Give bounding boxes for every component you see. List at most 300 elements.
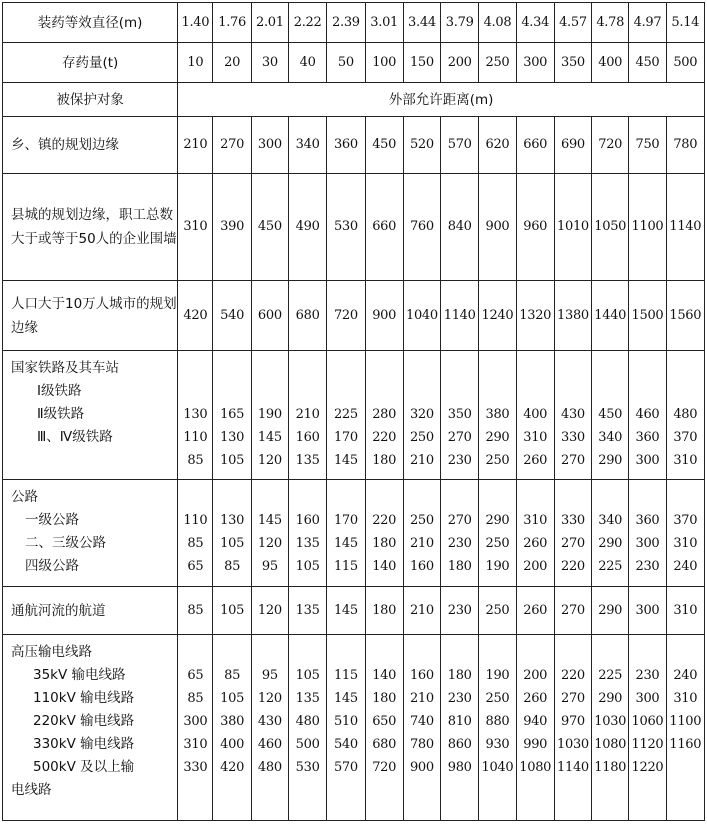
distance-value: 310 <box>673 691 698 706</box>
distance-value: 650 <box>372 714 397 729</box>
distance-value: 120 <box>257 691 282 706</box>
charge-cell: 350 <box>554 43 591 83</box>
distance-cell: 450 <box>251 174 288 281</box>
power-label-cell <box>3 635 178 821</box>
distance-value: 85 <box>187 453 204 468</box>
distance-value: 290 <box>485 430 510 445</box>
distance-value: 220 <box>560 668 585 683</box>
distance-value: 250 <box>485 453 510 468</box>
distance-value: 810 <box>447 714 472 729</box>
distance-value: 145 <box>333 453 358 468</box>
table-row <box>3 43 705 83</box>
distance-value: 310 <box>523 513 548 528</box>
distance-cell <box>365 351 403 480</box>
distance-value: 310 <box>673 536 698 551</box>
charge-cell: 30 <box>251 43 288 83</box>
distance-cell <box>365 480 403 587</box>
distance-cell: 310 <box>666 587 704 635</box>
distance-cell: 900 <box>479 174 516 281</box>
distance-cell: 680 <box>289 281 327 351</box>
distance-value: 210 <box>409 453 434 468</box>
diameter-cell: 3.44 <box>403 3 440 43</box>
distance-cell <box>441 635 479 821</box>
charge-cell: 300 <box>516 43 554 83</box>
diameter-cell: 4.97 <box>629 3 666 43</box>
distance-value: 430 <box>257 714 282 729</box>
distance-cell <box>479 351 516 480</box>
distance-value: 420 <box>220 760 245 775</box>
distance-value: 145 <box>257 430 282 445</box>
distance-value: 930 <box>485 737 510 752</box>
distance-value: 130 <box>220 513 245 528</box>
distance-cell <box>666 635 704 821</box>
distance-value: 460 <box>257 737 282 752</box>
distance-cell <box>592 480 629 587</box>
distance-cell <box>554 635 591 821</box>
distance-cell <box>178 480 213 587</box>
distance-cell <box>327 635 365 821</box>
distance-value: 330 <box>560 513 585 528</box>
distance-value: 260 <box>523 691 548 706</box>
distance-value: 260 <box>523 453 548 468</box>
table-row <box>3 174 705 281</box>
distance-value: 65 <box>187 668 204 683</box>
distance-value: 120 <box>257 453 282 468</box>
distance-value: 380 <box>485 407 510 422</box>
table-row <box>3 587 705 635</box>
distance-value: 1180 <box>594 760 627 775</box>
railway-title: 国家铁路及其车站 <box>11 360 119 376</box>
highway-label-cell <box>3 480 178 587</box>
charge-cell: 150 <box>403 43 440 83</box>
distance-value: 85 <box>187 536 204 551</box>
distance-cell: 390 <box>213 174 251 281</box>
distance-cell: 1140 <box>666 174 704 281</box>
distance-value: 145 <box>333 691 358 706</box>
distance-value: 170 <box>333 513 358 528</box>
distance-value: 250 <box>485 691 510 706</box>
distance-cell: 660 <box>516 117 554 174</box>
distance-value: 250 <box>485 536 510 551</box>
diameter-cell: 1.40 <box>178 3 213 43</box>
distance-value: 180 <box>447 559 472 574</box>
distance-value: 1080 <box>519 760 552 775</box>
distance-value: 105 <box>220 691 245 706</box>
distance-value: 140 <box>372 559 397 574</box>
power-item-label: 35kV 输电线路 <box>33 667 126 683</box>
distance-cell: 960 <box>516 174 554 281</box>
distance-value: 290 <box>598 453 623 468</box>
distance-cell: 270 <box>213 117 251 174</box>
distance-cell: 1140 <box>441 281 479 351</box>
distance-value: 530 <box>295 760 320 775</box>
distance-cell: 840 <box>441 174 479 281</box>
distance-value: 300 <box>183 714 208 729</box>
distance-cell <box>251 635 288 821</box>
distance-value: 230 <box>447 536 472 551</box>
distance-cell <box>178 635 213 821</box>
table-row <box>3 83 705 117</box>
distance-value: 160 <box>295 513 320 528</box>
distance-cell: 1240 <box>479 281 516 351</box>
distance-value: 720 <box>372 760 397 775</box>
distance-value: 460 <box>635 407 660 422</box>
explosive-distance-table <box>2 2 705 821</box>
distance-value: 115 <box>333 559 358 574</box>
distance-value: 170 <box>333 430 358 445</box>
distance-value: 220 <box>560 559 585 574</box>
distance-value: 1220 <box>631 760 664 775</box>
distance-cell <box>289 351 327 480</box>
table-row <box>3 351 705 480</box>
table-row <box>3 3 705 43</box>
distance-cell: 1010 <box>554 174 591 281</box>
distance-value: 180 <box>372 536 397 551</box>
distance-cell: 1500 <box>629 281 666 351</box>
diameter-cell: 1.76 <box>213 3 251 43</box>
distance-cell: 120 <box>251 587 288 635</box>
distance-value: 370 <box>673 430 698 445</box>
charge-cell: 250 <box>479 43 516 83</box>
distance-value: 300 <box>635 691 660 706</box>
distance-value: 220 <box>372 513 397 528</box>
distance-cell <box>289 635 327 821</box>
distance-value: 380 <box>220 714 245 729</box>
distance-cell: 1320 <box>516 281 554 351</box>
distance-cell: 1100 <box>629 174 666 281</box>
distance-value: 190 <box>485 668 510 683</box>
highway-item-label: 二、三级公路 <box>25 535 106 551</box>
distance-value: 180 <box>372 453 397 468</box>
distance-value: 480 <box>257 760 282 775</box>
distance-cell: 135 <box>289 587 327 635</box>
highway-item-label: 一级公路 <box>25 512 79 528</box>
distance-value: 270 <box>560 536 585 551</box>
distance-cell: 310 <box>178 174 213 281</box>
distance-value: 140 <box>372 668 397 683</box>
distance-value: 180 <box>447 668 472 683</box>
distance-value: 400 <box>523 407 548 422</box>
diameter-cell: 5.14 <box>666 3 704 43</box>
distance-value: 280 <box>372 407 397 422</box>
power-item-label: 220kV 输电线路 <box>33 713 135 729</box>
distance-value: 1120 <box>631 737 664 752</box>
distance-value: 300 <box>635 536 660 551</box>
distance-value: 85 <box>187 691 204 706</box>
distance-cell: 1380 <box>554 281 591 351</box>
distance-value: 1030 <box>594 714 627 729</box>
distance-value: 240 <box>673 559 698 574</box>
distance-value: 190 <box>485 559 510 574</box>
distance-value: 210 <box>409 691 434 706</box>
distance-value: 540 <box>333 737 358 752</box>
distance-cell: 260 <box>516 587 554 635</box>
distance-value: 270 <box>447 513 472 528</box>
distance-value: 290 <box>598 691 623 706</box>
distance-cell: 290 <box>592 587 629 635</box>
distance-cell: 360 <box>327 117 365 174</box>
charge-cell: 400 <box>592 43 629 83</box>
distance-cell <box>554 480 591 587</box>
distance-value: 860 <box>447 737 472 752</box>
power-item-label: 110kV 输电线路 <box>33 690 135 706</box>
distance-value: 480 <box>673 407 698 422</box>
distance-cell <box>554 351 591 480</box>
distance-cell <box>592 635 629 821</box>
distance-value: 165 <box>220 407 245 422</box>
diameter-cell: 3.79 <box>441 3 479 43</box>
distance-cell <box>629 351 666 480</box>
distance-cell <box>403 480 440 587</box>
distance-value: 120 <box>257 536 282 551</box>
distance-cell <box>629 480 666 587</box>
distance-value: 230 <box>447 453 472 468</box>
distance-value: 135 <box>295 536 320 551</box>
distance-value: 260 <box>523 536 548 551</box>
railway-item-label: Ⅱ级铁路 <box>37 406 85 422</box>
distance-value: 740 <box>409 714 434 729</box>
power-tail: 电线路 <box>11 782 52 798</box>
distance-value: 970 <box>560 714 585 729</box>
distance-cell: 1560 <box>666 281 704 351</box>
distance-value: 1040 <box>481 760 514 775</box>
power-item-label: 500kV 及以上输 <box>33 759 135 775</box>
distance-value: 780 <box>409 737 434 752</box>
highway-title: 公路 <box>11 489 38 505</box>
distance-cell <box>251 351 288 480</box>
highway-item-label: 四级公路 <box>25 558 79 574</box>
distance-cell <box>327 480 365 587</box>
distance-value: 95 <box>261 559 278 574</box>
distance-value: 85 <box>224 559 241 574</box>
distance-value: 1160 <box>669 737 702 752</box>
distance-value: 1140 <box>557 760 589 775</box>
distance-cell <box>365 635 403 821</box>
distance-value: 340 <box>598 513 623 528</box>
distance-value: 400 <box>220 737 245 752</box>
distance-value: 190 <box>257 407 282 422</box>
distance-value: 130 <box>220 430 245 445</box>
distance-cell: 570 <box>441 117 479 174</box>
distance-value: 360 <box>635 430 660 445</box>
distance-cell: 1040 <box>403 281 440 351</box>
distance-cell: 230 <box>441 587 479 635</box>
table-row <box>3 281 705 351</box>
distance-value: 210 <box>295 407 320 422</box>
distance-cell: 520 <box>403 117 440 174</box>
distance-cell <box>479 635 516 821</box>
distance-value: 300 <box>635 453 660 468</box>
distance-value: 230 <box>447 691 472 706</box>
distance-cell: 270 <box>554 587 591 635</box>
distance-cell: 300 <box>251 117 288 174</box>
distance-value: 900 <box>409 760 434 775</box>
distance-value: 250 <box>409 430 434 445</box>
power-item-label: 330kV 输电线路 <box>33 736 135 752</box>
distance-cell: 250 <box>479 587 516 635</box>
distance-value: 110 <box>183 430 208 445</box>
distance-value: 225 <box>598 559 623 574</box>
distance-cell: 750 <box>629 117 666 174</box>
distance-cell <box>289 480 327 587</box>
distance-cell: 490 <box>289 174 327 281</box>
distance-value: 880 <box>485 714 510 729</box>
distance-value: 680 <box>372 737 397 752</box>
distance-cell: 660 <box>365 174 403 281</box>
distance-value: 990 <box>523 737 548 752</box>
charge-cell: 20 <box>213 43 251 83</box>
distance-cell: 780 <box>666 117 704 174</box>
distance-value: 320 <box>409 407 434 422</box>
distance-cell: 600 <box>251 281 288 351</box>
distance-cell <box>327 351 365 480</box>
distance-value: 105 <box>295 668 320 683</box>
distance-value: 480 <box>295 714 320 729</box>
distance-cell: 210 <box>178 117 213 174</box>
distance-cell <box>403 635 440 821</box>
distance-cell <box>592 351 629 480</box>
distance-value: 105 <box>220 536 245 551</box>
distance-cell: 145 <box>327 587 365 635</box>
distance-cell <box>251 480 288 587</box>
distance-value: 330 <box>183 760 208 775</box>
distance-value: 940 <box>523 714 548 729</box>
distance-cell <box>441 480 479 587</box>
charge-cell: 100 <box>365 43 403 83</box>
distance-cell: 300 <box>629 587 666 635</box>
distance-value: 160 <box>295 430 320 445</box>
distance-value: 110 <box>183 513 208 528</box>
distance-value: 65 <box>187 559 204 574</box>
distance-cell <box>213 635 251 821</box>
distance-value: 350 <box>447 407 472 422</box>
distance-cell: 760 <box>403 174 440 281</box>
distance-value: 145 <box>333 536 358 551</box>
distance-value: 145 <box>257 513 282 528</box>
distance-value: 200 <box>523 668 548 683</box>
distance-cell: 1440 <box>592 281 629 351</box>
table-row <box>3 480 705 587</box>
object-label: 被保护对象 <box>3 83 178 117</box>
distance-cell <box>479 480 516 587</box>
distance-cell: 540 <box>213 281 251 351</box>
distance-cell: 620 <box>479 117 516 174</box>
distance-value: 250 <box>409 513 434 528</box>
diameter-cell: 3.01 <box>365 3 403 43</box>
distance-value: 160 <box>409 668 434 683</box>
distance-value: 135 <box>295 453 320 468</box>
object-label-cell: 乡、镇的规划边缘 <box>3 117 178 174</box>
railway-label-cell <box>3 351 178 480</box>
distance-value: 1100 <box>669 714 702 729</box>
distance-value: 210 <box>409 536 434 551</box>
distance-value: 270 <box>447 430 472 445</box>
distance-value: 180 <box>372 691 397 706</box>
diameter-label: 装药等效直径(m) <box>3 3 178 43</box>
distance-value: 510 <box>333 714 358 729</box>
distance-value: 130 <box>183 407 208 422</box>
distance-cell: 690 <box>554 117 591 174</box>
distance-value: 220 <box>372 430 397 445</box>
diameter-cell: 2.22 <box>289 3 327 43</box>
distance-value: 160 <box>409 559 434 574</box>
distance-value: 570 <box>333 760 358 775</box>
distance-value: 270 <box>560 453 585 468</box>
charge-cell: 200 <box>441 43 479 83</box>
distance-cell: 420 <box>178 281 213 351</box>
distance-cell: 85 <box>178 587 213 635</box>
distance-value: 270 <box>560 691 585 706</box>
distance-value: 290 <box>485 513 510 528</box>
distance-cell <box>213 351 251 480</box>
distance-value: 310 <box>523 430 548 445</box>
distance-value: 310 <box>183 737 208 752</box>
charge-cell: 10 <box>178 43 213 83</box>
distance-cell <box>178 351 213 480</box>
distance-cell: 340 <box>289 117 327 174</box>
object-label-cell: 县城的规划边缘，职工总数大于或等于50人的企业围墙 <box>3 174 178 281</box>
table-row <box>3 635 705 821</box>
distance-cell <box>516 635 554 821</box>
distance-value: 135 <box>295 691 320 706</box>
distance-value: 340 <box>598 430 623 445</box>
distance-cell <box>516 480 554 587</box>
distance-cell: 530 <box>327 174 365 281</box>
distance-cell: 720 <box>327 281 365 351</box>
distance-value: 85 <box>224 668 241 683</box>
distance-value: 95 <box>261 668 278 683</box>
distance-value: 450 <box>598 407 623 422</box>
table-row <box>3 117 705 174</box>
charge-label: 存药量(t) <box>3 43 178 83</box>
distance-cell: 900 <box>365 281 403 351</box>
distance-value: 370 <box>673 513 698 528</box>
distance-cell: 210 <box>403 587 440 635</box>
distance-value: 290 <box>598 536 623 551</box>
diameter-cell: 4.78 <box>592 3 629 43</box>
distance-value: 240 <box>673 668 698 683</box>
charge-cell: 40 <box>289 43 327 83</box>
diameter-cell: 2.01 <box>251 3 288 43</box>
distance-cell: 720 <box>592 117 629 174</box>
distance-cell <box>666 480 704 587</box>
distance-value: 1080 <box>594 737 627 752</box>
distance-value: 500 <box>295 737 320 752</box>
charge-cell: 500 <box>666 43 704 83</box>
distance-cell <box>441 351 479 480</box>
diameter-cell: 2.39 <box>327 3 365 43</box>
distance-value: 230 <box>635 559 660 574</box>
distance-cell: 450 <box>365 117 403 174</box>
distance-cell <box>629 635 666 821</box>
distance-value: 360 <box>635 513 660 528</box>
diameter-cell: 4.08 <box>479 3 516 43</box>
diameter-cell: 4.57 <box>554 3 591 43</box>
distance-value: 310 <box>673 453 698 468</box>
distance-value: 330 <box>560 430 585 445</box>
distance-cell <box>516 351 554 480</box>
distance-value: 200 <box>523 559 548 574</box>
distance-value: 105 <box>220 453 245 468</box>
power-title: 高压输电线路 <box>11 644 92 660</box>
railway-item-label: Ⅰ级铁路 <box>37 383 82 399</box>
distance-value: 115 <box>333 668 358 683</box>
waterway-label: 通航河流的航道 <box>3 587 178 635</box>
charge-cell: 50 <box>327 43 365 83</box>
distance-cell: 180 <box>365 587 403 635</box>
distance-value: 105 <box>295 559 320 574</box>
distance-value: 1030 <box>557 737 589 752</box>
